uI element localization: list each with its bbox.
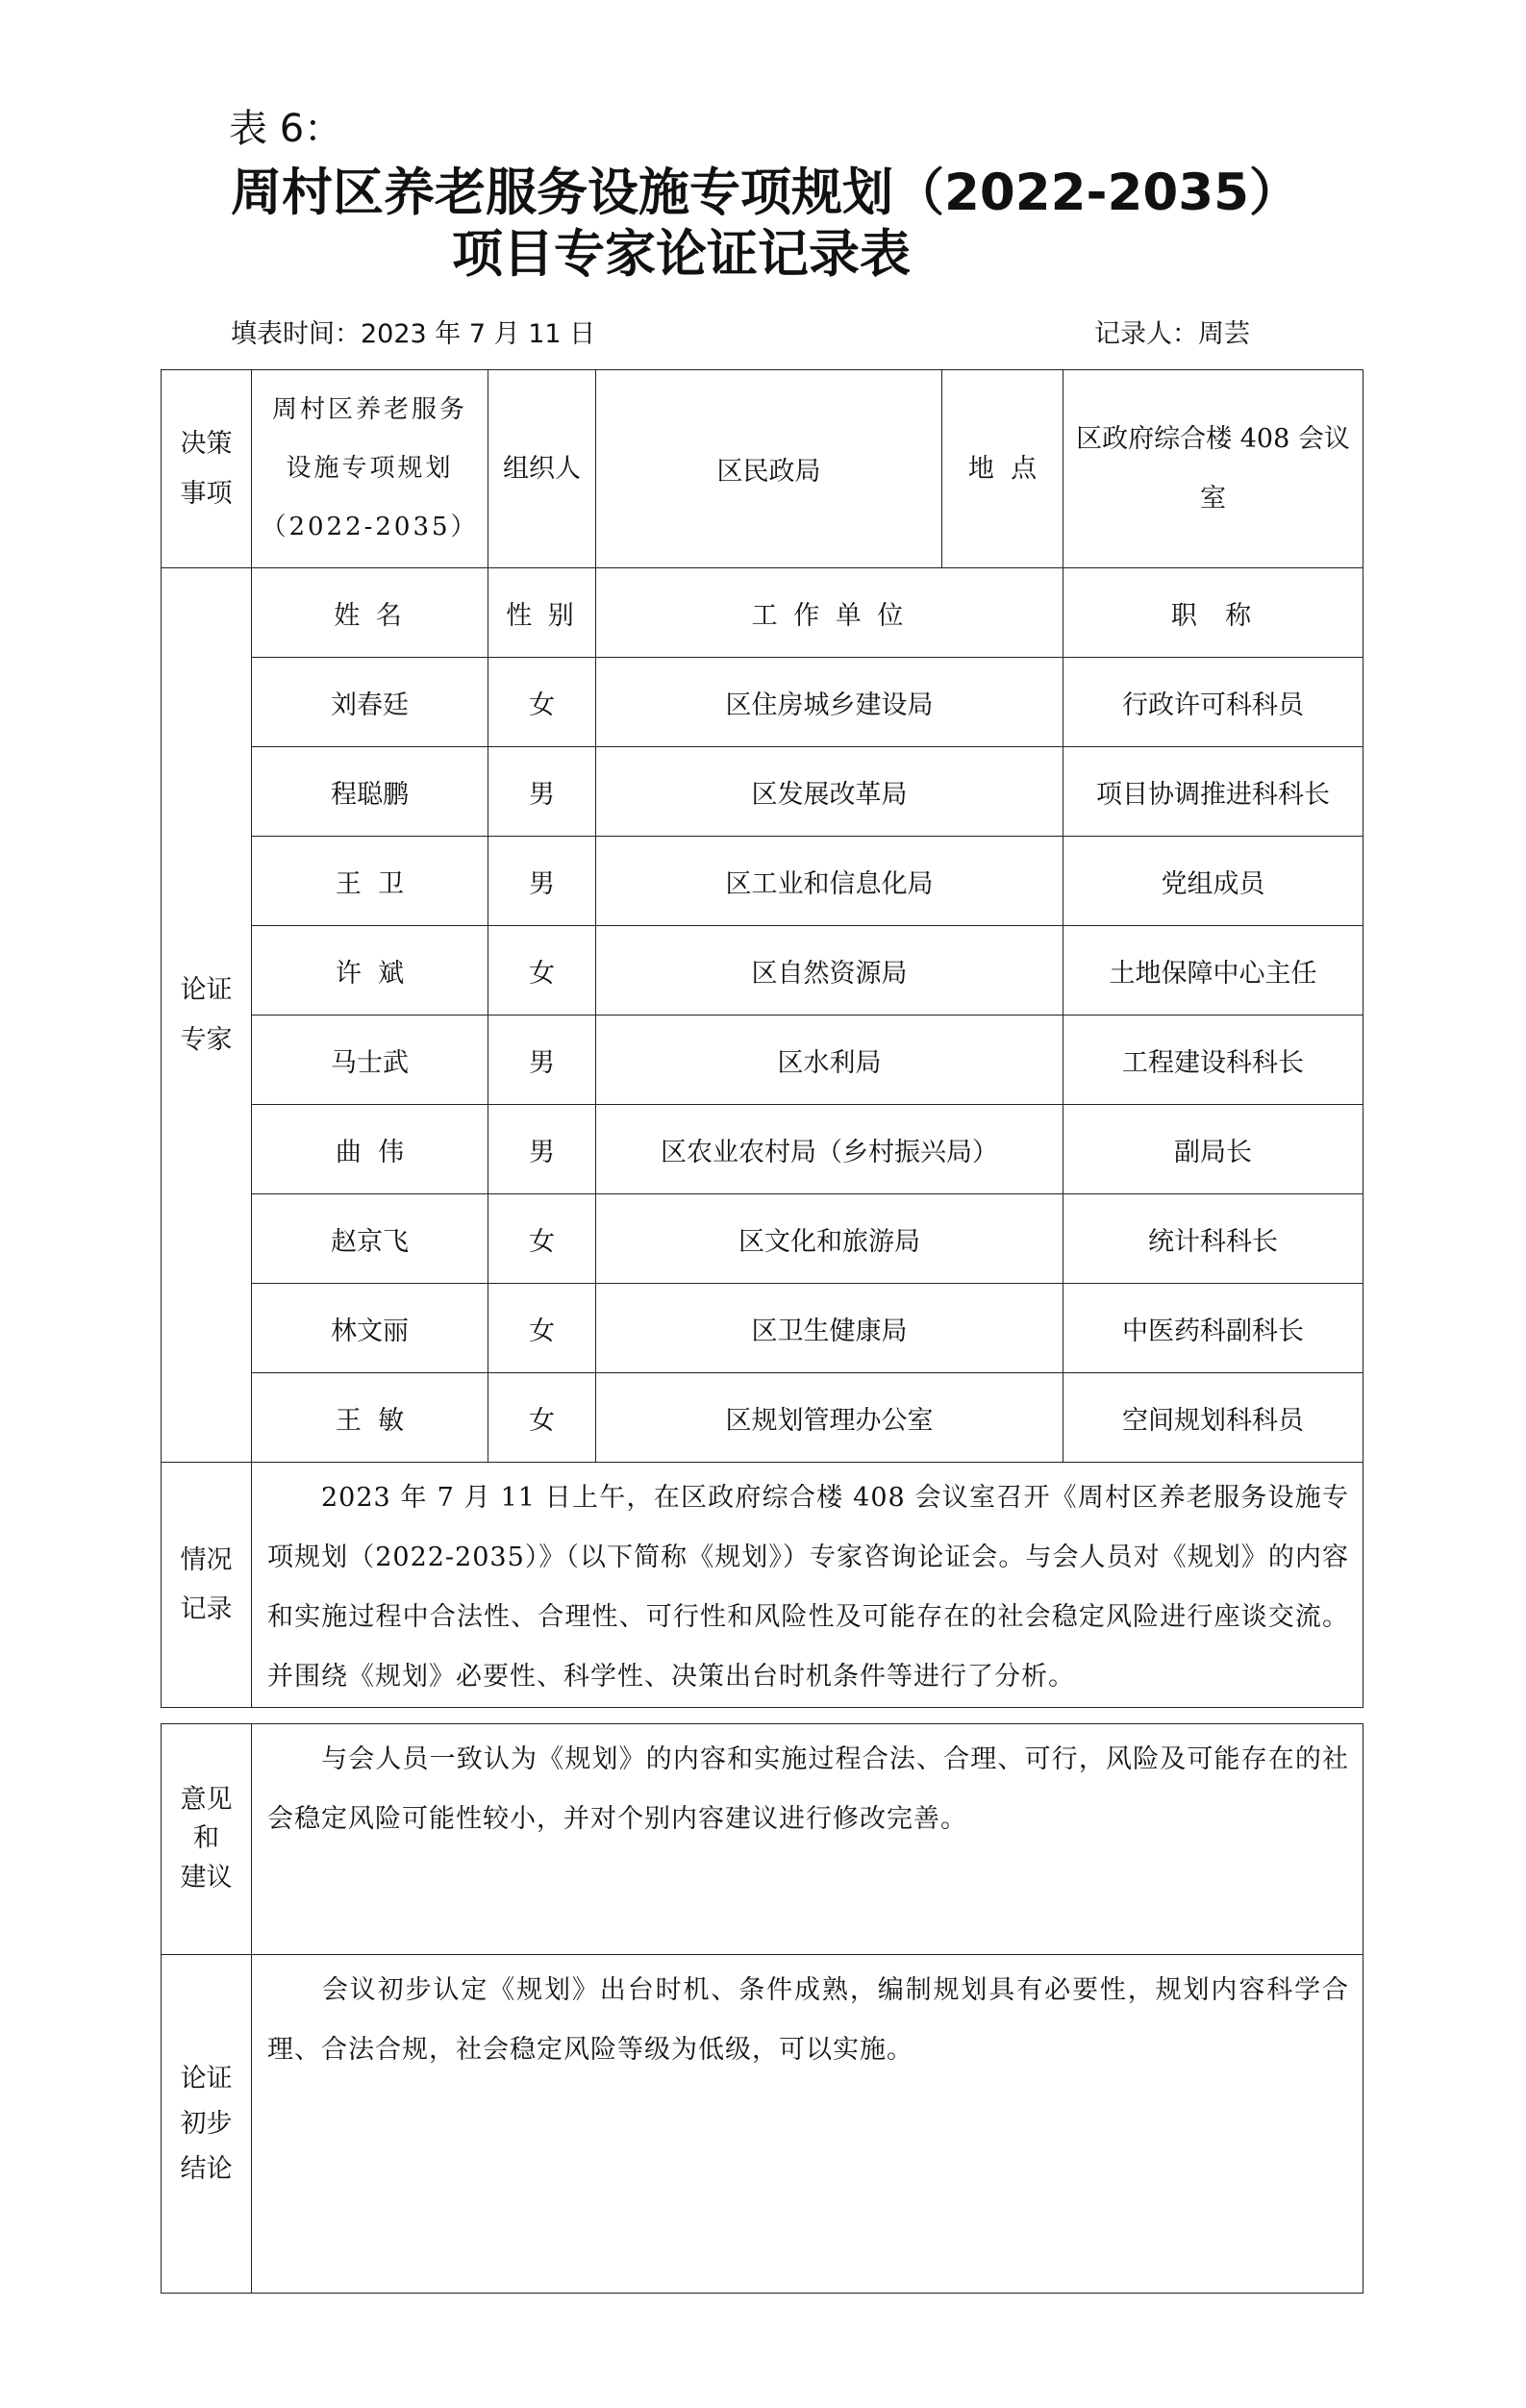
recorder: 记录人：周芸 — [1094, 319, 1250, 349]
expert-name: 刘春廷 — [252, 658, 488, 747]
expert-name: 马士武 — [252, 1016, 488, 1105]
expert-name: 程聪鹏 — [252, 747, 488, 837]
expert-review-table — [161, 369, 1363, 1708]
table-row — [162, 1194, 1363, 1284]
expert-name: 曲 伟 — [252, 1105, 488, 1194]
expert-name: 王 敏 — [252, 1373, 488, 1463]
organizer-value: 区民政局 — [596, 370, 942, 568]
expert-title: 中医药科副科长 — [1063, 1284, 1363, 1373]
expert-unit: 区水利局 — [596, 1016, 1063, 1105]
expert-title: 空间规划科科员 — [1063, 1373, 1363, 1463]
expert-unit: 区卫生健康局 — [596, 1284, 1063, 1373]
expert-gender: 女 — [488, 1373, 596, 1463]
expert-title: 党组成员 — [1063, 837, 1363, 926]
expert-title: 工程建设科科长 — [1063, 1016, 1363, 1105]
situation-label: 情况 记录 — [162, 1463, 252, 1708]
expert-name: 王 卫 — [252, 837, 488, 926]
experts-header-row — [162, 568, 1363, 658]
table-row — [162, 747, 1363, 837]
column-header-unit: 工 作 单 位 — [596, 568, 1063, 658]
expert-gender: 男 — [488, 1016, 596, 1105]
expert-gender: 女 — [488, 658, 596, 747]
conclusion-label: 论证 初步 结论 — [162, 1955, 252, 2294]
expert-unit: 区工业和信息化局 — [596, 837, 1063, 926]
decision-item: 周村区养老服务 设施专项规划 （2022-2035） — [252, 370, 488, 568]
expert-unit: 区住房城乡建设局 — [596, 658, 1063, 747]
location-label: 地 点 — [942, 370, 1063, 568]
table-row — [162, 1373, 1363, 1463]
expert-gender: 女 — [488, 1284, 596, 1373]
organizer-label: 组织人 — [488, 370, 596, 568]
column-header-name: 姓 名 — [252, 568, 488, 658]
expert-title: 项目协调推进科科长 — [1063, 747, 1363, 837]
expert-gender: 女 — [488, 1194, 596, 1284]
expert-title: 行政许可科科员 — [1063, 658, 1363, 747]
expert-name: 赵京飞 — [252, 1194, 488, 1284]
expert-unit: 区规划管理办公室 — [596, 1373, 1063, 1463]
location-value: 区政府综合楼 408 会议 室 — [1063, 370, 1363, 568]
expert-gender: 男 — [488, 747, 596, 837]
situation-row — [162, 1463, 1363, 1708]
document-subtitle: 项目专家论证记录表 — [452, 225, 911, 284]
table-row — [162, 1284, 1363, 1373]
document-title: 周村区养老服务设施专项规划（2022-2035） — [231, 163, 1301, 222]
opinions-text: 与会人员一致认为《规划》的内容和实施过程合法、合理、可行，风险及可能存在的社会稳定风险可能性较小，并对个别内容建议进行修改完善。 — [252, 1724, 1363, 1955]
expert-unit: 区农业农村局（乡村振兴局） — [596, 1105, 1063, 1194]
decision-label: 决策 事项 — [162, 370, 252, 568]
expert-unit: 区文化和旅游局 — [596, 1194, 1063, 1284]
table-row — [162, 1016, 1363, 1105]
opinions-label: 意见 和 建议 — [162, 1724, 252, 1955]
opinion-conclusion-table — [161, 1723, 1363, 2294]
expert-title: 副局长 — [1063, 1105, 1363, 1194]
table-row — [162, 658, 1363, 747]
situation-text: 2023 年 7 月 11 日上午，在区政府综合楼 408 会议室召开《周村区养老服务设施专项规划（2022-2035）》（以下简称《规划》）专家咨询论证会。与会人员对《规划》的内容和实施过程中合法性、合理性、可行性和风险性及可能存在的社会稳定风险进行座谈交流。并围绕《规划》必要性、科学性、决策出台时机条件等进行了分析。 — [252, 1463, 1363, 1708]
conclusion-text: 会议初步认定《规划》出台时机、条件成熟，编制规划具有必要性，规划内容科学合理、合法合规，社会稳定风险等级为低级，可以实施。 — [252, 1955, 1363, 2294]
table-row — [162, 837, 1363, 926]
column-header-gender: 性 别 — [488, 568, 596, 658]
expert-gender: 女 — [488, 926, 596, 1016]
expert-name: 许 斌 — [252, 926, 488, 1016]
opinions-row — [162, 1724, 1363, 1955]
column-header-title: 职 称 — [1063, 568, 1363, 658]
conclusion-row — [162, 1955, 1363, 2294]
expert-unit: 区发展改革局 — [596, 747, 1063, 837]
expert-gender: 男 — [488, 837, 596, 926]
fill-date: 填表时间：2023 年 7 月 11 日 — [231, 319, 596, 349]
expert-unit: 区自然资源局 — [596, 926, 1063, 1016]
table-row — [162, 926, 1363, 1016]
expert-gender: 男 — [488, 1105, 596, 1194]
table-number-label: 表 6： — [229, 107, 343, 151]
experts-section-label: 论证 专家 — [162, 568, 252, 1463]
decision-row — [162, 370, 1363, 568]
expert-title: 统计科科长 — [1063, 1194, 1363, 1284]
expert-title: 土地保障中心主任 — [1063, 926, 1363, 1016]
table-row — [162, 1105, 1363, 1194]
expert-name: 林文丽 — [252, 1284, 488, 1373]
